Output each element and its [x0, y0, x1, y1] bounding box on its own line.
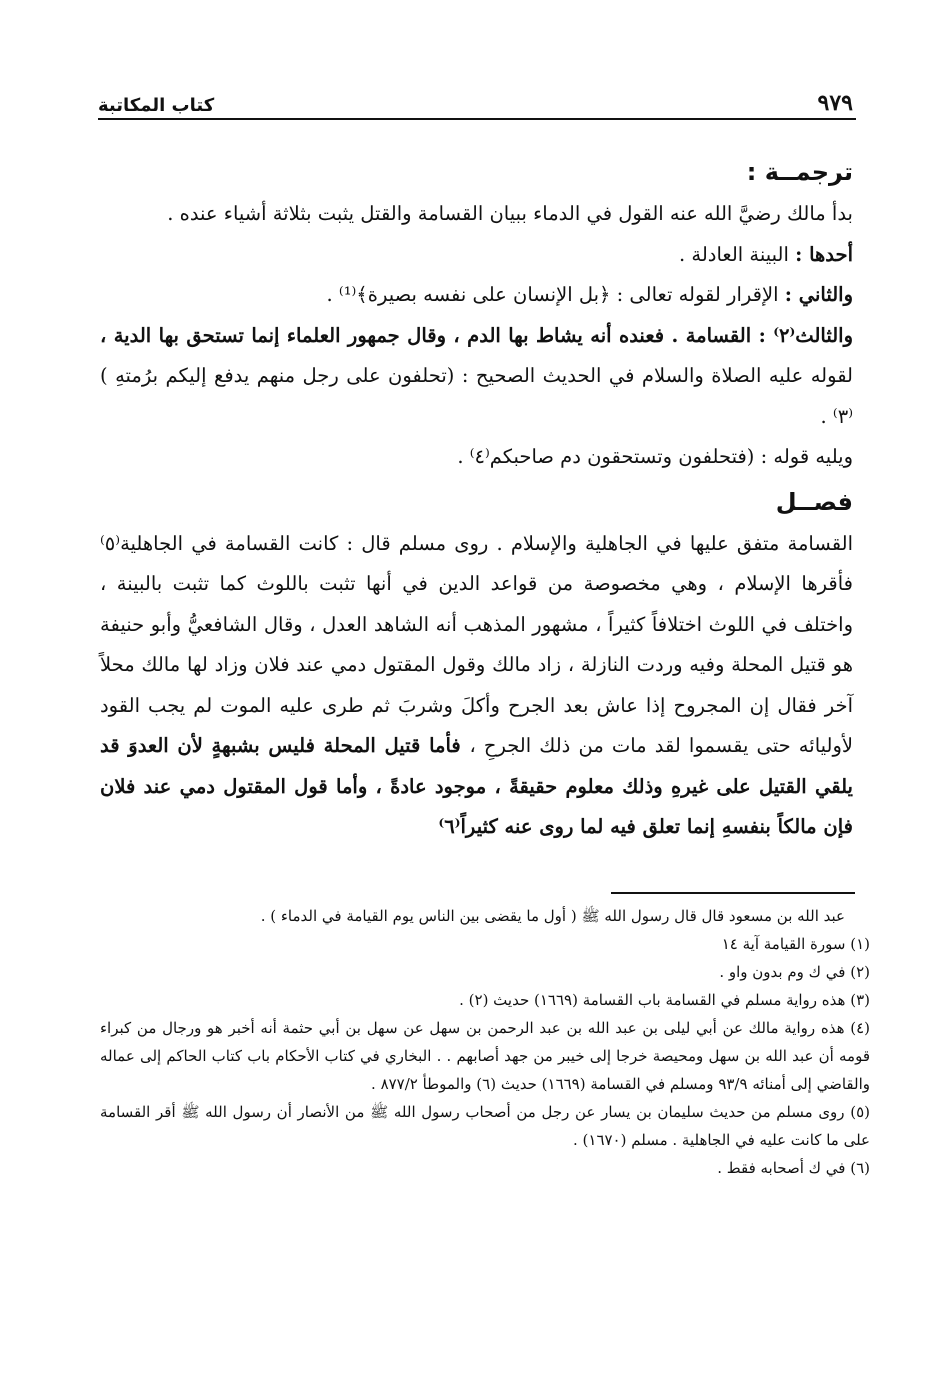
section-heading-fasl: فصــل [775, 487, 853, 516]
footnote-2: (٢) في ك وم بدون واو . [719, 963, 870, 981]
section-heading-tarjama: ترجمــة : [746, 158, 853, 186]
paragraph-intro: بدأ مالك رضيَّ الله عنه القول في الدماء ببيان القسامة والقتل يثبت بثلاثة أشياء عنده . [167, 202, 853, 225]
paragraph-continuation: ويليه قوله : (فتحلفون وتستحقون دم صاحبكم⁽٤⁾ . [457, 445, 853, 468]
paragraph-second-thing [100, 275, 853, 316]
page-header [98, 86, 853, 116]
qasama-text: القسامة متفق عليها في الجاهلية والإسلام . روى مسلم قال : كانت القسامة في الجاهلية⁽٥⁾ فأقرها الإسلام ، وهي مخصوصة من قواعد الدين في أنها تثبت باللوث كما تثبت بالبينة ، واختلف في اللوث اختلافاً كثيراً ، مشهور المذهب أنه الشاهد العدل ، وقال الشافعيُّ وأبو حنيفة هو قتيل المحلة وفيه وردت النازلة ، زاد مالك وقول المقتول دمي عند فلان وزاد لها مالك محلاً آخر فقال إن المجروح إذا عاش بعد الجرح وأكلَ وشربَ ثم طرى عليه الموت لم يجب القود لأوليائه حتى يقسموا لقد مات من ذلك الجرحِ ، [100, 531, 853, 757]
paragraph-qasama [100, 524, 853, 848]
paragraph-third-thing [100, 316, 853, 438]
page-number: ٩٧٩ [817, 90, 853, 116]
footnote-6: (٦) في ك أصحابه فقط . [717, 1159, 870, 1177]
footnote-4: (٤) هذه رواية مالك عن أبي ليلى بن عبد الله بن عبد الرحمن بن سهل عن سهل بن أبي حثمة أنه أخبر هو ورجال من كبراء قومه أن عبد الله بن سهل ومحيصة خرجا إلى خيبر من جهد أصابهم . . البخاري في كتاب الأحكام باب كتاب الحاكم إلى عماله والقاضي إلى أمنائه ٩٣/٩ ومسلم في القسامة (١٦٦٩) حديث (٦) والموطأ ٨٧٧/٢ . [100, 1019, 870, 1093]
footnote-3: (٣) هذه رواية مسلم في القسامة باب القسامة (١٦٦٩) حديث (٢) . [459, 991, 870, 1009]
second-thing-text: الإقرار لقوله تعالى : ﴿بل الإنسان على نفسه بصيرة﴾⁽¹⁾ . [326, 283, 785, 306]
footnote-1: (١) سورة القيامة آية ١٤ [721, 935, 870, 953]
first-thing-text: البينة العادلة . [679, 242, 796, 266]
third-thing-lead: والثالث⁽٢⁾ : [758, 323, 853, 347]
header-rule [98, 118, 856, 120]
qasama-bold: فأما قتيل المحلة فليس بشبهةٍ لأن العدوَ قد يلقي القتيل على غيرهِ وذلك معلوم حقيقةً ، موجود عادةً ، وأما قول المقتول دمي عند فلان فإن مالكاً بنفسهِ إنما تعلق فيه لما روى عنه كثيراً⁽٦⁾ [100, 734, 853, 838]
running-head: كتاب المكاتبة [98, 95, 215, 116]
first-thing-lead: أحدها : [795, 242, 853, 266]
footnote-5: (٥) روى مسلم من حديث سليمان بن يسار عن رجل من أصحاب رسول الله ﷺ من الأنصار أن رسول الله ﷺ أقر القسامة على ما كانت عليه في الجاهلية . مسلم (١٦٧٠) . [100, 1103, 870, 1149]
paragraph-first-thing [100, 235, 853, 276]
second-thing-lead: والثاني : [784, 283, 853, 306]
footnote-continuation: عبد الله بن مسعود قال قال رسول الله ﷺ ( أول ما يقضى بين الناس يوم القيامة في الدماء ) . [260, 907, 845, 925]
main-text [100, 150, 853, 848]
third-thing-text: لقوله عليه الصلاة والسلام في الحديث الصحيح : (تحلفون على رجل منهم يدفع إليكم برُمتهِ )⁽٣⁾ . [100, 364, 853, 428]
third-thing-bold: القسامة . فعنده أنه يشاط بها الدم ، وقال جمهور العلماء إنما تستحق بها الدية ، [100, 323, 759, 347]
footnote-separator [611, 892, 855, 894]
footnotes [100, 902, 870, 1182]
